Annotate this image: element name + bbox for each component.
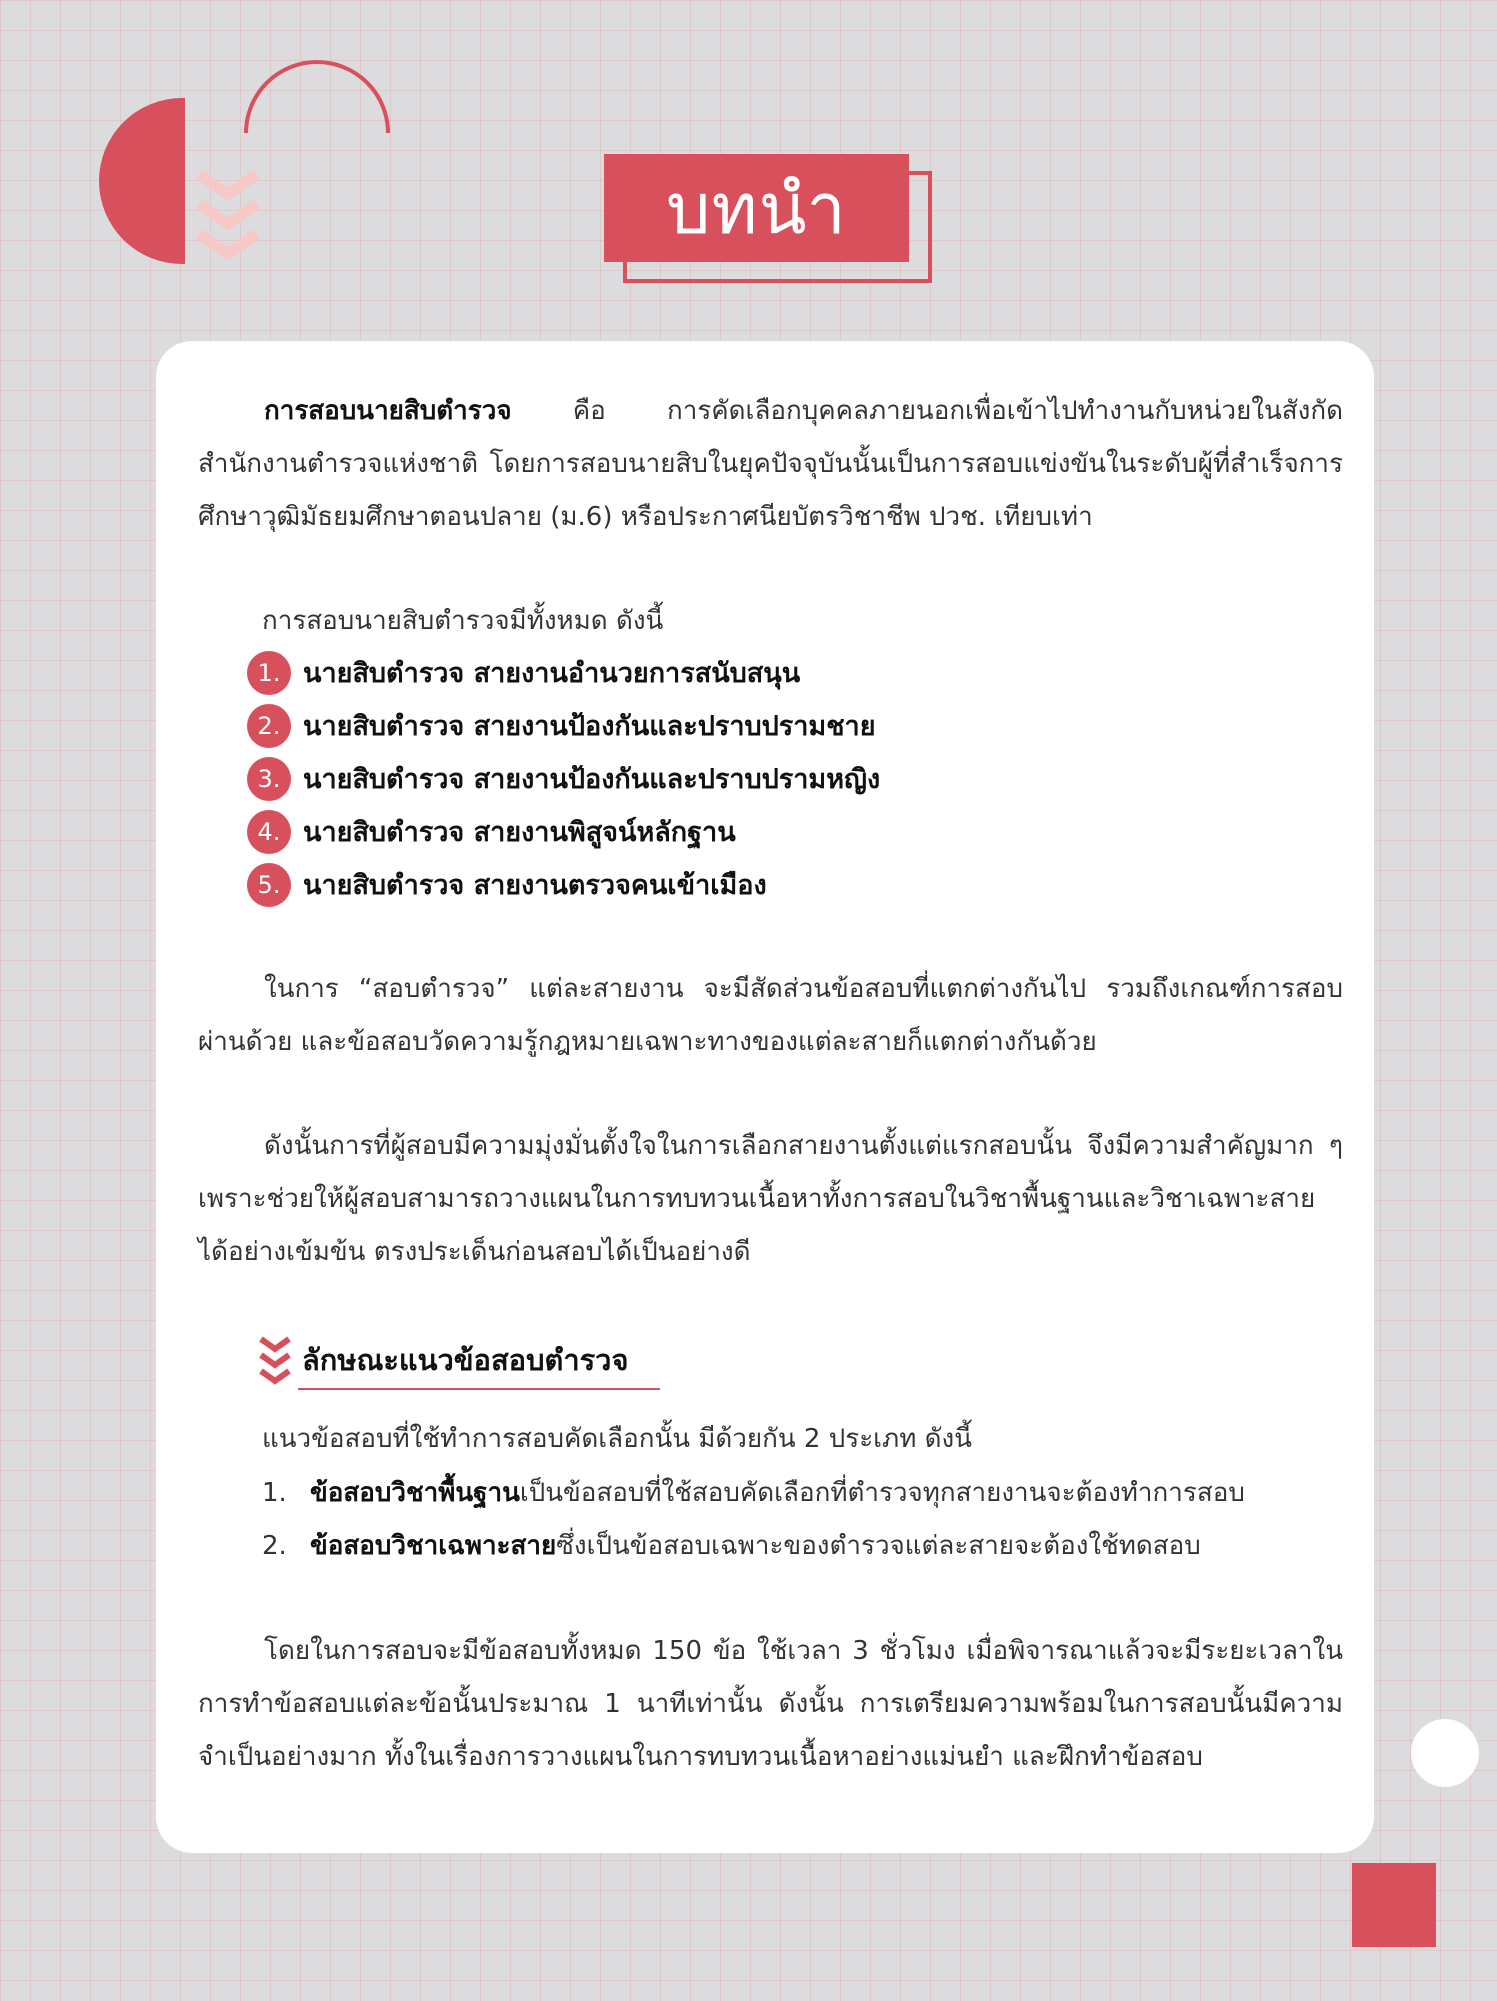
list-item: [247, 646, 880, 699]
division-label: นายสิบตำรวจ สายงานป้องกันและปราบปรามชาย: [303, 711, 876, 742]
paragraph-2: ในการ “สอบตำรวจ” แต่ละสายงาน จะมีสัดส่วนข้อสอบที่แตกต่างกันไป รวมถึงเกณฑ์การสอบผ่านด้วย และข้อสอบวัดความรู้กฎหมายเฉพาะทางของแต่ละสายก็แตกต่างกันด้วย: [198, 974, 1343, 1057]
item-bold: ข้อสอบวิชาเฉพาะสาย: [310, 1531, 557, 1561]
intro-bold-lead: การสอบนายสิบตำรวจ: [264, 396, 512, 426]
section-underline: [298, 1388, 660, 1390]
item-bold: ข้อสอบวิชาพื้นฐาน: [310, 1478, 520, 1508]
item-number: 1.: [262, 1477, 287, 1508]
chevron-down-icon: [258, 1335, 292, 1385]
paragraph-4: โดยในการสอบจะมีข้อสอบทั้งหมด 150 ข้อ ใช้เวลา 3 ชั่วโมง เมื่อพิจารณาแล้วจะมีระยะเวลาในการทำข้อสอบแต่ละข้อนั้นประมาณ 1 นาทีเท่านั้น ดังนั้น การเตรียมความพร้อมในการสอบนั้นมีความจำเป็นอย่างมาก ทั้งในเรื่องการวางแผนในการทบทวนเนื้อหาอย่างแม่นยำ และฝึกทำข้อสอบ: [198, 1636, 1343, 1772]
decorative-arc: [244, 60, 390, 206]
list-item: [247, 805, 880, 858]
number-badge: 5.: [247, 863, 291, 907]
number-badge: 1.: [247, 651, 291, 695]
decorative-half-circle: [99, 98, 185, 264]
item-text: เป็นข้อสอบที่ใช้สอบคัดเลือกที่ตำรวจทุกสายงานจะต้องทำการสอบ: [519, 1478, 1245, 1508]
paragraph-3: ดังนั้นการที่ผู้สอบมีความมุ่งมั่นตั้งใจในการเลือกสายงานตั้งแต่แรกสอบนั้น จึงมีความสำคัญมาก ๆ เพราะช่วยให้ผู้สอบสามารถวางแผนในการทบทวนเนื้อหาทั้งการสอบในวิชาพื้นฐานและวิชาเฉพาะสายได้อย่างเข้มข้น ตรงประเด็นก่อนสอบได้เป็นอย่างดี: [198, 1131, 1343, 1267]
intro-text: คือ การคัดเลือกบุคคลภายนอกเพื่อเข้าไปทำงานกับหน่วยในสังกัดสำนักงานตำรวจแห่งชาติ โดยการสอบนายสิบในยุคปัจจุบันนั้นเป็นการสอบแข่งขันในระดับผู้ที่สำเร็จการศึกษาวุฒิมัธยมศึกษาตอนปลาย (ม.6) หรือประกาศนียบัตรวิชาชีพ ปวช. เทียบเท่า: [198, 396, 1343, 532]
division-label: นายสิบตำรวจ สายงานตรวจคนเข้าเมือง: [303, 870, 767, 901]
section-heading-text: ลักษณะแนวข้อสอบตำรวจ: [302, 1343, 629, 1377]
divisions-list: [247, 646, 880, 911]
exam-type-list: [262, 1466, 1245, 1572]
list-item: [247, 699, 880, 752]
decorative-square: [1352, 1863, 1436, 1947]
division-label: นายสิบตำรวจ สายงานอำนวยการสนับสนุน: [303, 658, 801, 689]
decorative-circle: [1411, 1719, 1479, 1787]
page-title: บทนำ: [604, 154, 909, 262]
divisions-heading: การสอบนายสิบตำรวจมีทั้งหมด ดังนี้: [262, 606, 664, 636]
number-badge: 2.: [247, 704, 291, 748]
division-label: นายสิบตำรวจ สายงานพิสูจน์หลักฐาน: [303, 817, 736, 848]
chevron-down-icon: [195, 168, 261, 260]
section-heading: [258, 1334, 628, 1386]
division-label: นายสิบตำรวจ สายงานป้องกันและปราบปรามหญิง: [303, 764, 881, 795]
number-badge: 3.: [247, 757, 291, 801]
item-text: ซึ่งเป็นข้อสอบเฉพาะของตำรวจแต่ละสายจะต้องใช้ทดสอบ: [556, 1531, 1201, 1561]
list-item: [262, 1466, 1245, 1519]
list-item: [262, 1519, 1245, 1572]
list-item: [247, 752, 880, 805]
item-number: 2.: [262, 1530, 287, 1561]
list-item: [247, 858, 880, 911]
intro-paragraph: [198, 385, 1343, 544]
number-badge: 4.: [247, 810, 291, 854]
section-intro: แนวข้อสอบที่ใช้ทำการสอบคัดเลือกนั้น มีด้วยกัน 2 ประเภท ดังนี้: [262, 1424, 972, 1454]
